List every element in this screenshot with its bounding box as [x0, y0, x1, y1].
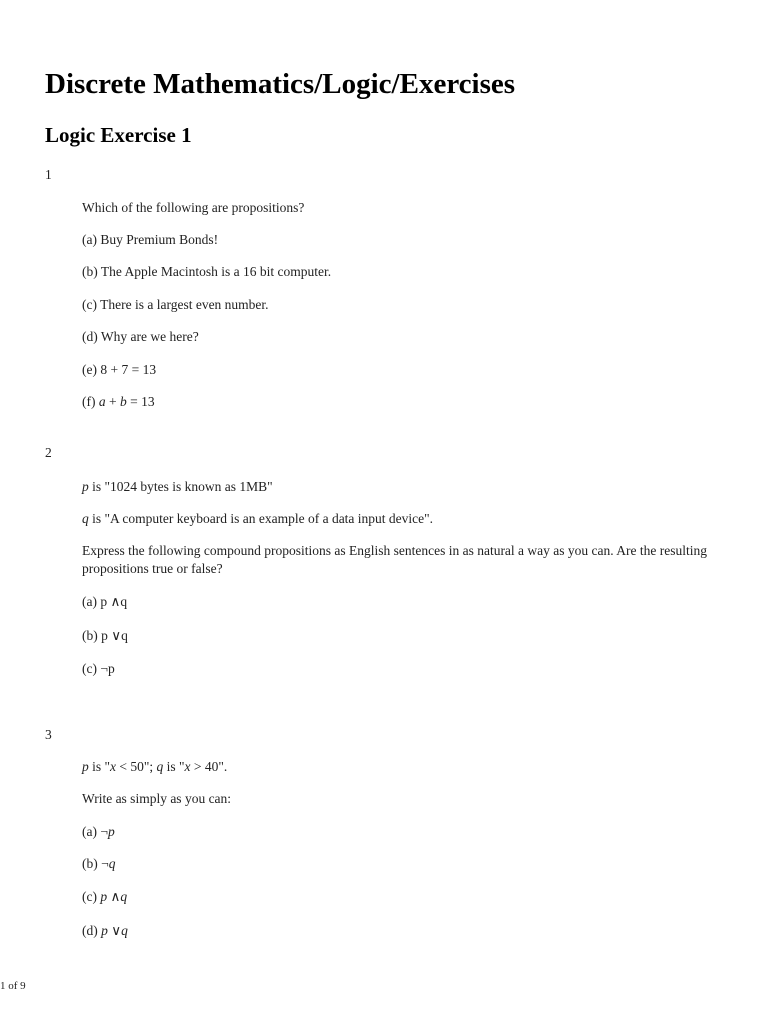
question-1-option-f [82, 393, 155, 411]
question-1-option-e: (e) 8 + 7 = 13 [82, 362, 157, 377]
var-p: p [82, 479, 89, 494]
var-a: a [98, 394, 106, 409]
option-f-label: (f) [82, 394, 99, 409]
lt-50: < 50"; [116, 759, 157, 774]
question-2-number: 2 [45, 445, 52, 460]
var-q: q [82, 511, 89, 526]
expr-p-or-q: p ∨q [101, 923, 128, 938]
expr-p-and-q: p ∧q [100, 889, 128, 904]
var-b: b [120, 394, 127, 409]
question-3-option-b [82, 855, 115, 873]
option-c-label: (c) [82, 889, 101, 904]
question-2-option-b: (b) p ∨q [82, 628, 128, 643]
is-text: is " [88, 759, 111, 774]
question-1-option-b: (b) The Apple Macintosh is a 16 bit computer. [82, 264, 332, 279]
gt-40: > 40". [190, 759, 228, 774]
option-a-label: (a) ¬ [82, 824, 108, 839]
var-x: x [184, 759, 191, 774]
var-x: x [110, 759, 117, 774]
var-q: q [156, 759, 164, 774]
plus-sign: + [105, 394, 120, 409]
question-2-option-c: (c) ¬p [82, 661, 115, 676]
question-2-instruction: Express the following compound propositions as English sentences in as natural a way as you can. Are the resulting propositions true or false? [82, 543, 707, 576]
var-q: q [108, 856, 116, 871]
page-counter: 1 of 9 [0, 980, 26, 992]
question-3-option-d [82, 922, 128, 940]
page-title: Discrete Mathematics/Logic/Exercises [45, 68, 516, 100]
question-2-p-definition [82, 478, 273, 496]
question-3-number: 3 [45, 727, 52, 742]
section-heading: Logic Exercise 1 [45, 123, 192, 147]
equals-13: = 13 [126, 394, 155, 409]
question-3-option-a [82, 823, 115, 841]
option-b-label: (b) ¬ [82, 856, 109, 871]
question-3-definitions [82, 758, 227, 776]
p-text: is "1024 bytes is known as 1MB" [88, 479, 273, 494]
question-1-option-a: (a) Buy Premium Bonds! [82, 232, 219, 247]
question-1-prompt: Which of the following are propositions? [82, 200, 305, 215]
question-1-option-c: (c) There is a largest even number. [82, 297, 269, 312]
question-3-option-c [82, 888, 127, 906]
var-p: p [107, 824, 115, 839]
var-p: p [82, 759, 89, 774]
question-1-number: 1 [45, 167, 52, 182]
option-d-label: (d) [82, 923, 102, 938]
question-2-option-a: (a) p ∧q [82, 594, 128, 609]
is-text: is " [163, 759, 185, 774]
question-1-option-d: (d) Why are we here? [82, 329, 199, 344]
question-2-q-definition [82, 510, 433, 528]
q-text: is "A computer keyboard is an example of a data input device". [88, 511, 434, 526]
question-3-instruction: Write as simply as you can: [82, 791, 232, 806]
